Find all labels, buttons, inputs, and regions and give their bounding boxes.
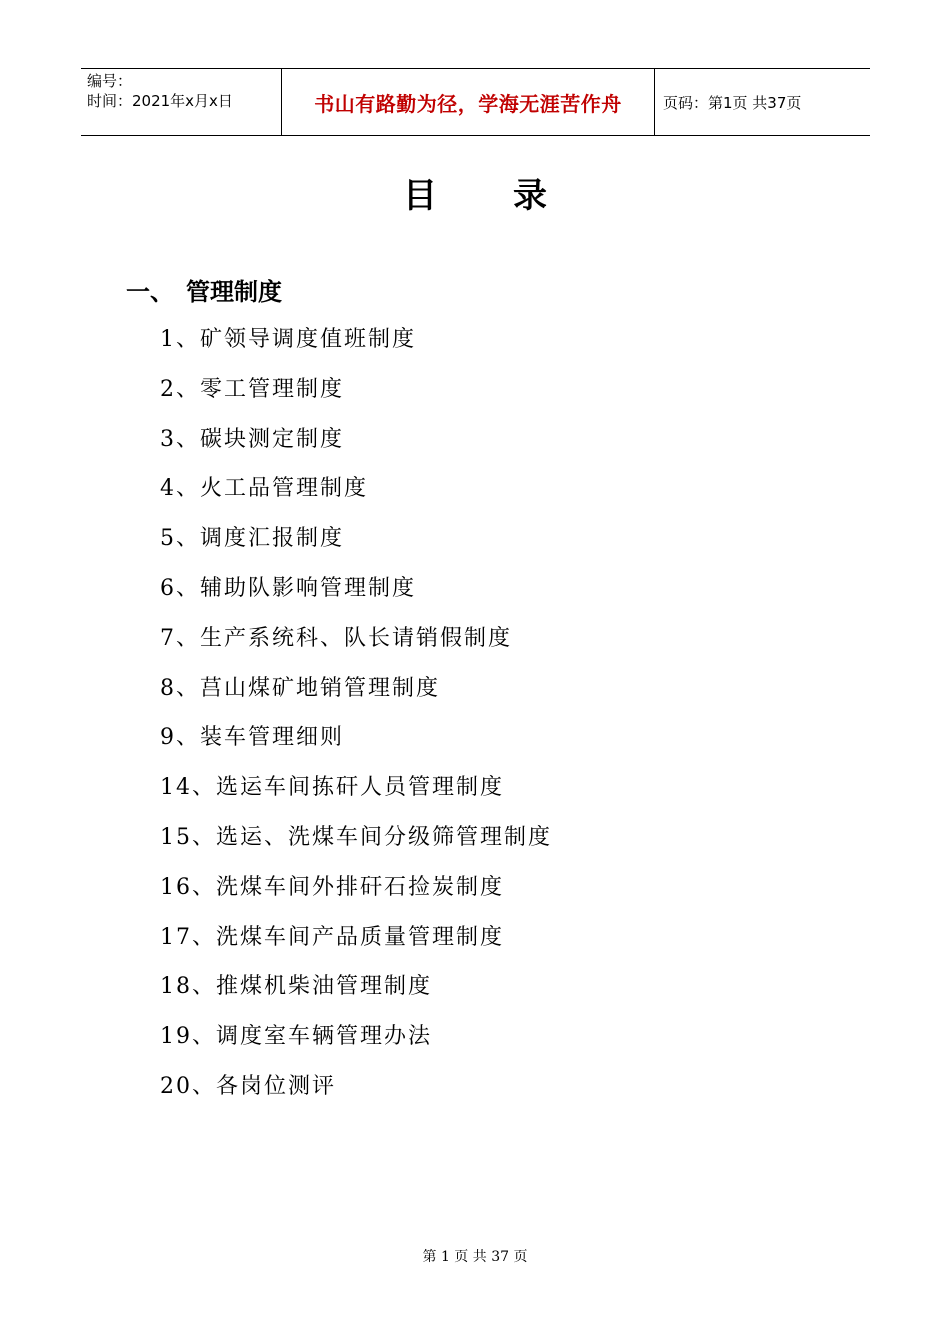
header-table — [81, 68, 870, 136]
motto: 书山有路勤为径，学海无涯苦作舟 — [314, 91, 622, 116]
toc-item-number: 18、 — [160, 974, 216, 1000]
header-mid-cell — [282, 69, 655, 135]
toc-item-number: 19、 — [160, 1024, 216, 1050]
number-label: 编号： — [87, 72, 133, 90]
toc-item-label: 调度室车辆管理办法 — [216, 1024, 433, 1050]
page-footer: 第 1 页 共 37 页 — [422, 1249, 528, 1265]
toc-item-number: 9、 — [160, 725, 200, 751]
section-label: 管理制度 — [186, 278, 282, 306]
toc-item-number: 17、 — [160, 924, 216, 950]
toc-item[interactable] — [160, 569, 552, 619]
toc-item[interactable] — [160, 420, 552, 470]
toc-item-number: 1、 — [160, 327, 200, 352]
toc-item[interactable] — [160, 1017, 552, 1067]
toc-item-label: 矿领导调度值班制度 — [200, 327, 417, 352]
toc-item-label: 火工品管理制度 — [200, 476, 369, 502]
toc-item-number: 7、 — [160, 625, 200, 651]
toc-item[interactable] — [160, 519, 552, 569]
toc-item-label: 生产系统科、队长请销假制度 — [200, 625, 513, 651]
toc-item[interactable] — [160, 1067, 552, 1117]
toc-item[interactable] — [160, 669, 552, 719]
toc-item-label: 装车管理细则 — [200, 725, 345, 751]
toc-item-number: 3、 — [160, 426, 200, 452]
toc-list — [160, 320, 552, 1117]
toc-item[interactable] — [160, 967, 552, 1017]
toc-item-label: 辅助队影响管理制度 — [200, 575, 417, 601]
toc-item-label: 各岗位测评 — [216, 1073, 337, 1099]
toc-item-number: 2、 — [160, 376, 200, 402]
toc-item-label: 洗煤车间产品质量管理制度 — [216, 924, 505, 950]
toc-item-label: 调度汇报制度 — [200, 526, 345, 552]
toc-item[interactable] — [160, 818, 552, 868]
toc-item-number: 4、 — [160, 476, 200, 502]
toc-item-number: 14、 — [160, 775, 216, 801]
toc-item[interactable] — [160, 619, 552, 669]
toc-item[interactable] — [160, 469, 552, 519]
toc-item[interactable] — [160, 918, 552, 968]
toc-item-number: 15、 — [160, 824, 216, 850]
toc-item[interactable] — [160, 320, 552, 370]
toc-item[interactable] — [160, 768, 552, 818]
page-info: 页码：第1页 共37页 — [663, 93, 802, 112]
toc-item-label: 洗煤车间外排矸石捡炭制度 — [216, 874, 505, 900]
toc-item-label: 莒山煤矿地销管理制度 — [200, 675, 441, 701]
toc-item-label: 推煤机柴油管理制度 — [216, 974, 433, 1000]
toc-item-number: 5、 — [160, 526, 200, 552]
header-left-cell — [81, 69, 282, 135]
toc-item-label: 选运车间拣矸人员管理制度 — [216, 775, 505, 801]
toc-item[interactable] — [160, 718, 552, 768]
page-title: 目录 — [403, 176, 623, 216]
toc-item-label: 选运、洗煤车间分级筛管理制度 — [216, 824, 553, 850]
toc-item-number: 20、 — [160, 1073, 216, 1099]
toc-item[interactable] — [160, 370, 552, 420]
toc-item[interactable] — [160, 868, 552, 918]
toc-item-number: 16、 — [160, 874, 216, 900]
section-heading — [126, 272, 282, 307]
toc-item-number: 8、 — [160, 675, 200, 701]
toc-item-label: 零工管理制度 — [200, 376, 345, 402]
header-right-cell — [655, 69, 870, 135]
toc-item-number: 6、 — [160, 575, 200, 601]
toc-item-label: 碳块测定制度 — [200, 426, 345, 452]
section-number: 一、 — [126, 278, 174, 306]
time-label: 时间：2021年x月x日 — [87, 92, 233, 110]
